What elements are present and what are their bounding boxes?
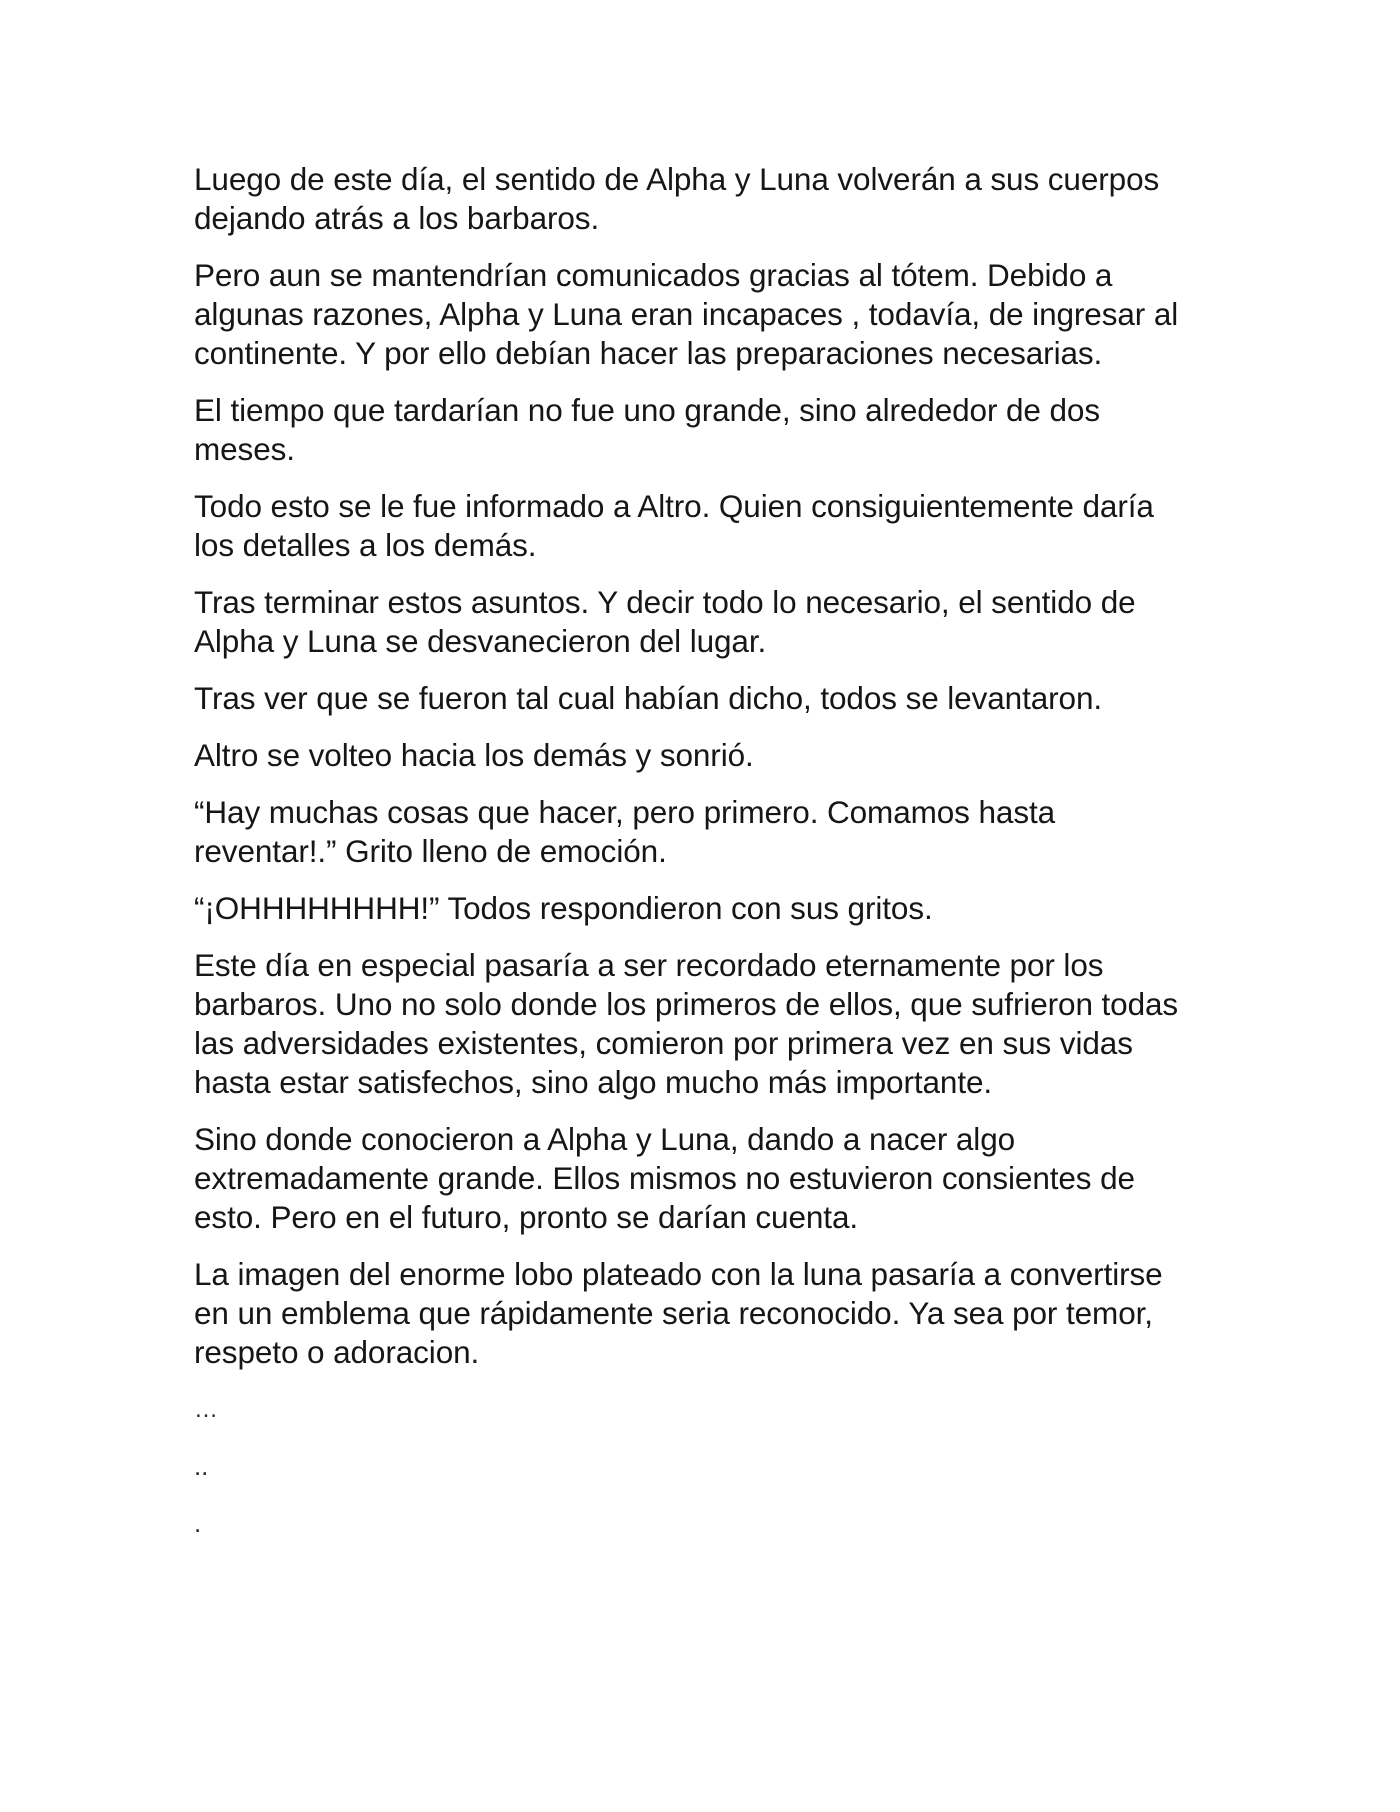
paragraph-6: Tras ver que se fueron tal cual habían dicho, todos se levantaron.: [194, 680, 1103, 716]
paragraph-5: Tras terminar estos asuntos. Y decir todo lo necesario, el sentido de Alpha y Luna se desvanecieron del lugar.: [194, 584, 1136, 659]
separator-ellipsis: …: [194, 1396, 218, 1423]
paragraph-4: Todo esto se le fue informado a Altro. Quien consiguientemente daría los detalles a los demás.: [194, 488, 1154, 563]
paragraph-9: “¡OHHHHHHHH!” Todos respondieron con sus gritos.: [194, 890, 933, 926]
paragraph-10: Este día en especial pasaría a ser recordado eternamente por los barbaros. Uno no solo donde los primeros de ellos, que sufrieron todas las adversidades existentes, comieron por primera vez en sus vidas hasta estar satisfechos, sino algo mucho más importante.: [194, 947, 1179, 1100]
paragraph-2: Pero aun se mantendrían comunicados gracias al tótem. Debido a algunas razones, Alpha y Luna eran incapaces , todavía, de ingresar al continente. Y por ello debían hacer las preparaciones necesarias.: [194, 257, 1179, 371]
text-column: [194, 160, 1234, 1561]
separator-double-dot: ..: [194, 1451, 209, 1481]
paragraph-11: Sino donde conocieron a Alpha y Luna, dando a nacer algo extremadamente grande. Ellos mismos no estuvieron consientes de esto. Pero en el futuro, pronto se darían cuenta.: [194, 1121, 1135, 1235]
paragraph-7: Altro se volteo hacia los demás y sonrió.: [194, 737, 754, 773]
paragraph-3: El tiempo que tardarían no fue uno grande, sino alrededor de dos meses.: [194, 392, 1100, 467]
paragraph-12: La imagen del enorme lobo plateado con la luna pasaría a convertirse en un emblema que rápidamente seria reconocido. Ya sea por temor, respeto o adoracion.: [194, 1256, 1163, 1370]
paragraph-8: “Hay muchas cosas que hacer, pero primero. Comamos hasta reventar!.” Grito lleno de emoción.: [194, 794, 1056, 869]
paragraph-1: Luego de este día, el sentido de Alpha y Luna volverán a sus cuerpos dejando atrás a los barbaros.: [194, 161, 1160, 236]
separator-single-dot: .: [194, 1508, 202, 1538]
